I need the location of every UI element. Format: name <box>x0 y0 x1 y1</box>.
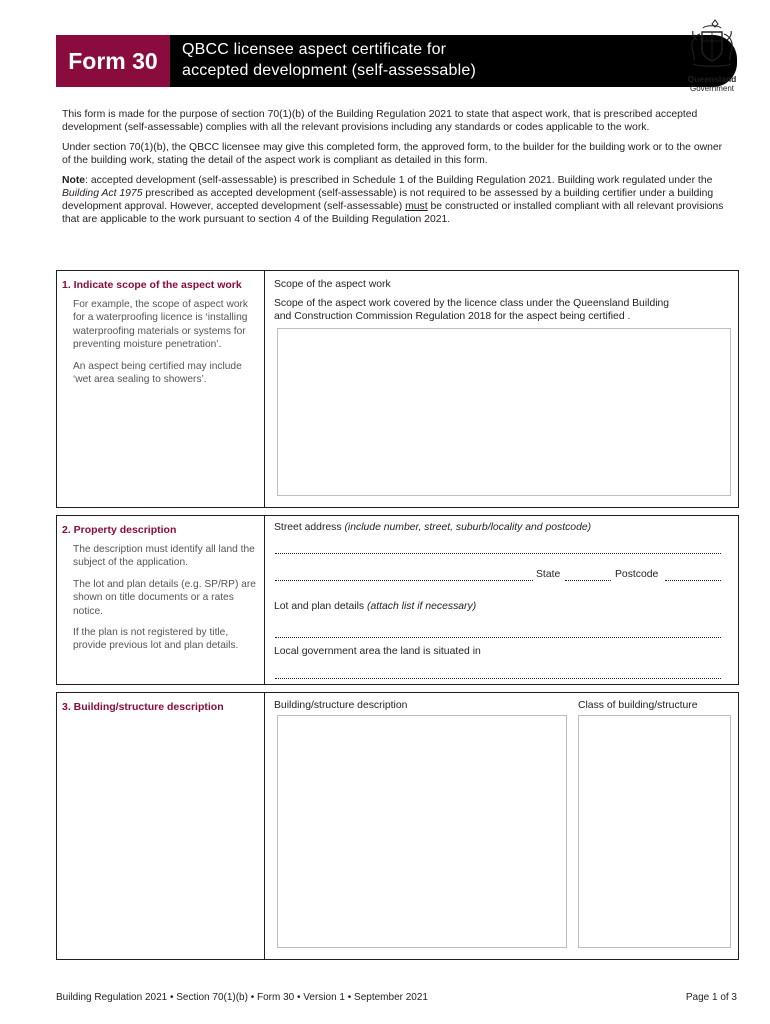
state-field[interactable] <box>565 580 611 581</box>
local-government-field[interactable] <box>275 678 721 679</box>
coat-of-arms-icon <box>683 18 741 74</box>
scope-label: Scope of the aspect work <box>274 279 391 290</box>
section-building <box>56 692 739 960</box>
note-act-title: Building Act 1975 <box>62 188 143 199</box>
queensland-government-logo <box>683 18 741 94</box>
intro-text <box>62 108 730 233</box>
form-number-badge: Form 30 <box>56 35 170 87</box>
building-class-input[interactable] <box>578 715 731 948</box>
scope-licence-label-line2: and Construction Commission Regulation 2018 for the aspect being certified . <box>274 311 631 322</box>
local-government-label: Local government area the land is situated in <box>274 646 481 657</box>
intro-note <box>62 174 730 226</box>
property-help-lot-plan: The lot and plan details (e.g. SP/RP) are shown on title documents or a rates notice. <box>73 578 256 617</box>
scope-help-aspect: An aspect being certified may include ‘wet area sealing to showers’. <box>73 360 242 386</box>
title-line-1: QBCC licensee aspect certificate for <box>182 41 447 58</box>
street-address-field-line2[interactable] <box>275 580 533 581</box>
lot-plan-hint: (attach list if necessary) <box>367 601 477 612</box>
note-text-c: be constructed or installed compliant with all relevant provisions that are applicable to the work pursuant to section 4 of the Building Regulation 2021. <box>62 201 724 225</box>
logo-text-queensland: Queensland <box>687 74 737 84</box>
street-address-label-text: Street address <box>274 522 345 533</box>
building-description-label: Building/structure description <box>274 700 408 711</box>
postcode-field[interactable] <box>665 580 721 581</box>
postcode-label: Postcode <box>615 569 659 580</box>
street-address-field-line1[interactable] <box>275 553 721 554</box>
section-property-title: 2. Property description <box>62 524 177 536</box>
page-number: Page 1 of 3 <box>685 992 737 1003</box>
section-building-title: 3. Building/structure description <box>62 701 224 713</box>
logo-text-government: Government <box>689 84 735 93</box>
street-address-hint: (include number, street, suburb/locality and postcode) <box>344 522 592 533</box>
section-property <box>56 515 739 685</box>
note-label: Note <box>62 175 86 186</box>
street-address-label <box>274 521 591 534</box>
intro-paragraph-section: Under section 70(1)(b), the QBCC licensee may give this completed form, the approved form, to the builder for the building work or to the owner of the building work, stating the detail of the aspect work is compliant as detailed in this form. <box>62 142 723 166</box>
footer-reference: Building Regulation 2021 • Section 70(1)(b) • Form 30 • Version 1 • September 2021 <box>56 992 428 1003</box>
section-property-help <box>73 543 259 661</box>
note-text-b: prescribed as accepted development (self-assessable) is not required to be assessed by a building certifier under a building development approval. However, accepted development (self-assessable) <box>62 188 714 212</box>
section-building-info <box>57 693 265 959</box>
scope-help-example: For example, the scope of aspect work for a waterproofing licence is ‘installing waterproofing materials or systems for preventing moisture penetration’. <box>73 299 248 351</box>
scope-licence-label-line1: Scope of the aspect work covered by the licence class under the Queensland Building <box>274 298 670 309</box>
note-must: must <box>405 201 428 212</box>
lot-plan-label-text: Lot and plan details <box>274 601 368 612</box>
property-help-identify: The description must identify all land the subject of the application. <box>73 544 255 569</box>
section-scope-title: 1. Indicate scope of the aspect work <box>62 279 242 291</box>
building-class-label: Class of building/structure <box>578 700 698 711</box>
scope-input[interactable] <box>277 328 731 496</box>
intro-paragraph-purpose: This form is made for the purpose of section 70(1)(b) of the Building Regulation 2021 to state that aspect work, that is prescribed accepted development (self-assessable) complies with all the relevant provisions including any standards or codes applicable to the work. <box>62 109 698 133</box>
page-title <box>182 39 722 81</box>
section-scope-info <box>57 271 265 507</box>
section-scope-help <box>73 298 259 394</box>
section-property-info <box>57 516 265 684</box>
property-help-unregistered: If the plan is not registered by title, provide previous lot and plan details. <box>73 627 239 652</box>
note-text-a: : accepted development (self-assessable) is prescribed in Schedule 1 of the Building Regulation 2021. Building work regulated under the <box>85 175 713 186</box>
building-description-input[interactable] <box>277 715 567 948</box>
title-line-2: accepted development (self-assessable) <box>182 62 476 79</box>
scope-licence-label <box>274 297 669 323</box>
state-label: State <box>536 569 561 580</box>
lot-plan-label <box>274 600 476 613</box>
lot-plan-field[interactable] <box>275 637 721 638</box>
section-scope <box>56 270 739 508</box>
